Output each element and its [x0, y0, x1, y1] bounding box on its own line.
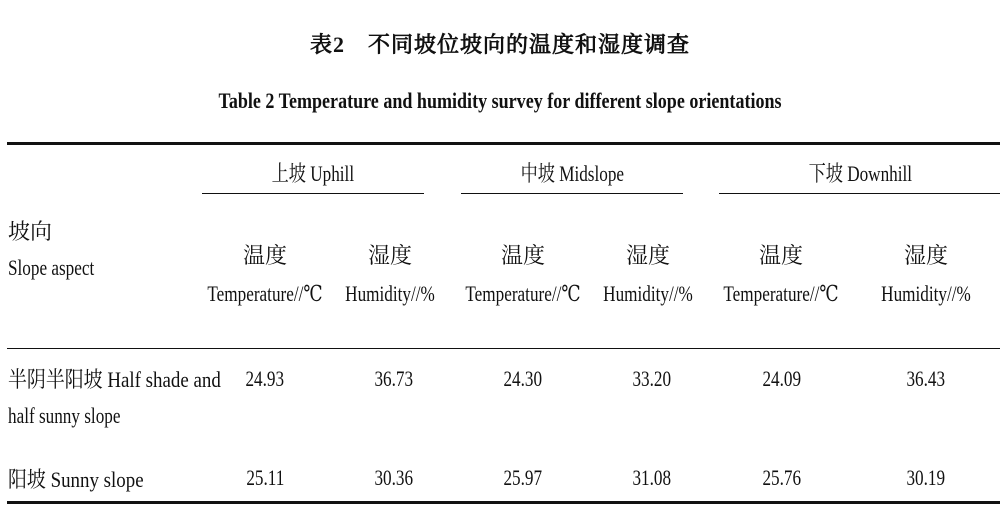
col-header-midslope-humidity — [573, 237, 723, 313]
table-cell: 25.97 — [503, 465, 543, 490]
col-header-cn: 温度 — [758, 243, 803, 268]
stub-header-english: Slope aspect — [8, 255, 95, 280]
table-cell: 24.09 — [762, 366, 802, 391]
table-header-rule — [7, 348, 1000, 349]
col-header-en: Temperature//℃ — [207, 281, 323, 306]
group-rule-downhill — [719, 193, 1000, 194]
stub-header-chinese: 坡向 — [8, 219, 53, 244]
table-top-rule — [7, 142, 1000, 145]
table-cell: 30.36 — [374, 465, 414, 490]
group-rule-uphill — [202, 193, 424, 194]
col-header-cn: 温度 — [242, 243, 287, 268]
group-rule-midslope — [461, 193, 683, 194]
table-cell: 25.11 — [246, 465, 284, 490]
row-label-line: 半阴半阳坡 Half shade and — [8, 367, 221, 392]
col-header-cn: 湿度 — [367, 243, 412, 268]
group-header-uphill: 上坡 Uphill — [271, 161, 355, 186]
col-header-en: Humidity//% — [345, 281, 435, 306]
row-label-sunny — [8, 462, 208, 498]
row-label-half-shade — [8, 362, 221, 434]
col-header-downhill-humidity — [851, 237, 1000, 313]
col-header-downhill-temperature — [706, 237, 856, 313]
col-header-cn: 湿度 — [625, 243, 670, 268]
table-cell: 30.19 — [906, 465, 946, 490]
col-header-cn: 温度 — [500, 243, 545, 268]
col-header-en: Humidity//% — [881, 281, 971, 306]
table-bottom-rule — [7, 501, 1000, 504]
col-header-en: Temperature//℃ — [723, 281, 839, 306]
table-cell: 24.30 — [503, 366, 543, 391]
row-label-line: half sunny slope — [8, 403, 121, 428]
table-cell: 36.73 — [374, 366, 414, 391]
stub-header — [8, 214, 119, 286]
table-cell: 36.43 — [906, 366, 946, 391]
table-cell: 31.08 — [632, 465, 672, 490]
table-title-english: Table 2 Temperature and humidity survey for different slope orientations — [218, 88, 782, 113]
col-header-en: Humidity//% — [603, 281, 693, 306]
group-header-midslope: 中坡 Midslope — [520, 161, 624, 186]
row-label-line: 阳坡 Sunny slope — [8, 467, 144, 492]
group-header-downhill: 下坡 Downhill — [808, 161, 912, 186]
col-header-uphill-humidity — [315, 237, 465, 313]
table-title-chinese: 表2 不同坡位坡向的温度和湿度调查 — [309, 32, 690, 57]
table-cell: 33.20 — [632, 366, 672, 391]
col-header-en: Temperature//℃ — [465, 281, 581, 306]
table-cell: 25.76 — [762, 465, 802, 490]
col-header-cn: 湿度 — [903, 243, 948, 268]
table-cell: 24.93 — [245, 366, 285, 391]
